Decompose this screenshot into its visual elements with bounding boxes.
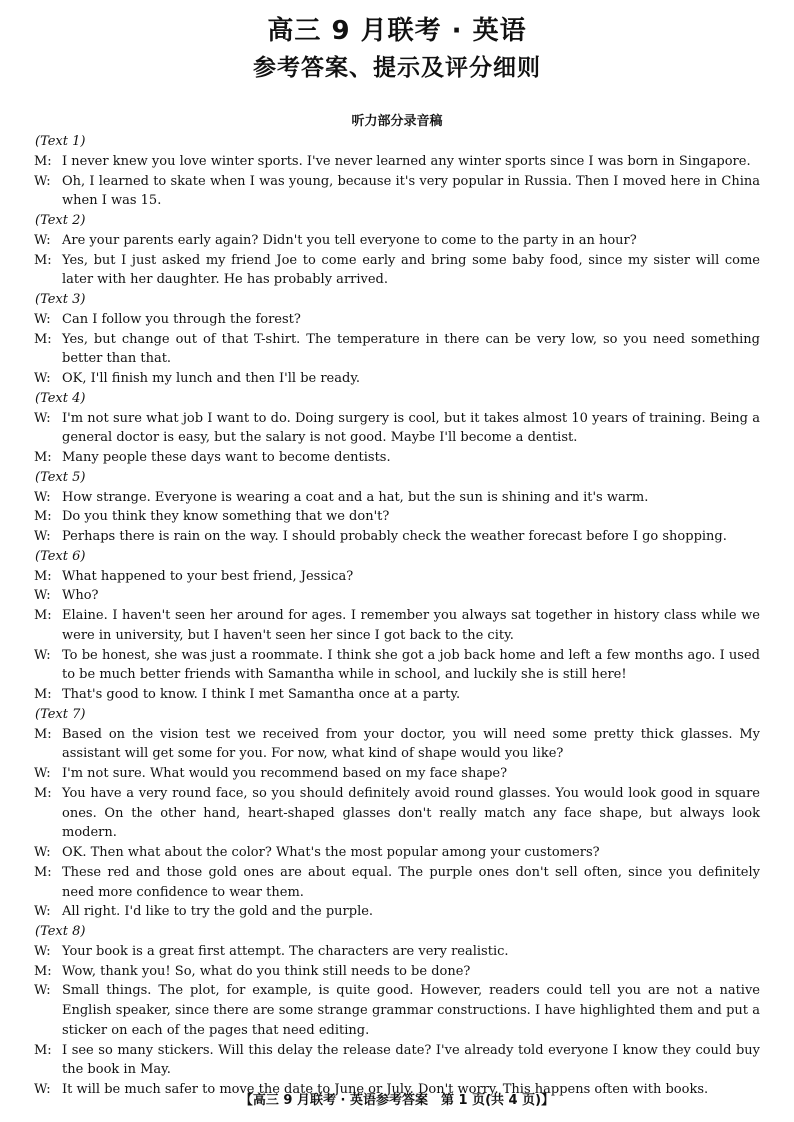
speaker-label: M:	[34, 568, 52, 584]
dialogue-line	[34, 172, 760, 212]
speech-text: What happened to your best friend, Jessica?	[62, 568, 354, 584]
text-section-heading: (Text 4)	[35, 390, 86, 406]
speaker-label: W:	[34, 529, 51, 544]
dialogue-line	[34, 902, 760, 922]
speech-text: These red and those gold ones are about equal. The purple ones don't sell often, since you definitely need more confidence to wear them.	[62, 864, 760, 900]
dialogue-line	[34, 863, 760, 903]
speech-text: You have a very round face, so you should definitely avoid round glasses. You would look good in square ones. On the other hand, heart-shaped glasses don't really match any face shape, but always look modern.	[62, 785, 760, 841]
speaker-label: W:	[34, 983, 51, 999]
speaker-label: W:	[34, 766, 51, 781]
speech-text: To be honest, she was just a roommate. I think she got a job back home and left a few months ago. I used to be much better friends with Samantha while in school, and luckily she is still here!	[62, 647, 760, 683]
speaker-label: W:	[34, 311, 51, 327]
speaker-label: W:	[34, 173, 51, 189]
speech-text: All right. I'd like to try the gold and the purple.	[62, 904, 374, 920]
dialogue-line	[34, 1041, 760, 1081]
speaker-label: M:	[34, 687, 52, 702]
text-section-heading: (Text 2)	[35, 213, 86, 228]
speech-text: How strange. Everyone is wearing a coat and a hat, but the sun is shining and it's warm.	[62, 489, 649, 505]
speaker-label: W:	[34, 489, 51, 505]
dialogue-line	[34, 843, 760, 863]
dialogue-line	[34, 488, 760, 508]
speaker-label: M:	[34, 864, 52, 880]
dialogue-line	[34, 330, 760, 370]
speech-text: I never knew you love winter sports. I've never learned any winter sports since I was born in Singapore.	[62, 153, 751, 169]
speech-text: That's good to know. I think I met Samantha once at a party.	[62, 687, 461, 702]
speaker-label: W:	[34, 845, 51, 860]
dialogue-line	[34, 527, 760, 547]
speech-text: Your book is a great first attempt. The characters are very realistic.	[62, 943, 509, 959]
section-heading: 听力部分录音稿	[351, 114, 443, 129]
speaker-label: M:	[34, 963, 52, 979]
speech-text: Yes, but change out of that T-shirt. The temperature in there can be very low, so you need something better than that.	[62, 331, 760, 367]
text-section-heading: (Text 6)	[35, 548, 86, 564]
speech-text: I'm not sure what job I want to do. Doing surgery is cool, but it takes almost 10 years of training. Being a general doctor is easy, but the salary is not good. Maybe I'll become a dentist.	[62, 410, 760, 446]
dialogue-line	[34, 409, 760, 449]
dialogue-line	[34, 606, 760, 646]
speaker-label: W:	[34, 943, 51, 959]
dialogue-line	[34, 448, 760, 468]
speech-text: I'm not sure. What would you recommend based on my face shape?	[62, 766, 508, 781]
text-section-heading: (Text 5)	[35, 469, 86, 485]
dialogue-line	[34, 251, 760, 291]
speech-text: Who?	[62, 588, 99, 604]
speech-text: Can I follow you through the forest?	[62, 311, 301, 327]
speaker-label: M:	[34, 785, 52, 801]
speech-text: It will be much safer to move the date to June or July. Don't worry. This happens often with books.	[62, 1082, 709, 1097]
dialogue-line	[34, 725, 760, 765]
speech-text: OK, I'll finish my lunch and then I'll be ready.	[62, 371, 361, 386]
speaker-label: W:	[34, 410, 51, 426]
dialogue-line	[34, 152, 760, 172]
page-subtitle: 参考答案、提示及评分细则	[253, 55, 541, 81]
speech-text: Small things. The plot, for example, is quite good. However, readers could tell you are not a native English speaker, since there are some strange grammar constructions. I have highlighted them and put a sticker on each of the pages that need editing.	[62, 983, 760, 1038]
text-section-heading: (Text 7)	[35, 706, 86, 722]
speaker-label: M:	[34, 331, 52, 347]
dialogue-line	[34, 231, 760, 251]
text-section-heading: (Text 3)	[35, 292, 86, 307]
dialogue-line	[34, 646, 760, 686]
speaker-label: M:	[34, 608, 52, 623]
dialogue-line	[34, 784, 760, 843]
speech-text: Are your parents early again? Didn't you tell everyone to come to the party in an hour?	[62, 232, 637, 248]
dialogue-line	[34, 685, 760, 705]
speech-text: OK. Then what about the color? What's the most popular among your customers?	[62, 845, 600, 860]
text-section-heading: (Text 8)	[35, 924, 86, 939]
speaker-label: W:	[34, 371, 51, 386]
speaker-label: M:	[34, 1042, 52, 1058]
listening-transcript	[34, 132, 760, 1100]
speaker-label: M:	[34, 153, 52, 169]
dialogue-line	[34, 567, 760, 587]
speaker-label: M:	[34, 450, 52, 465]
page-footer: 【高三 9 月联考 · 英语参考答案 第 1 页(共 4 页)】	[239, 1093, 555, 1108]
speech-text: Perhaps there is rain on the way. I should probably check the weather forecast before I go shopping.	[62, 529, 727, 544]
speaker-label: M:	[34, 509, 52, 525]
speech-text: Wow, thank you! So, what do you think still needs to be done?	[62, 963, 471, 979]
dialogue-line	[34, 962, 760, 982]
speaker-label: M:	[34, 252, 52, 268]
page-title: 高三 9 月联考 · 英语	[267, 16, 527, 46]
speech-text: Many people these days want to become dentists.	[62, 450, 391, 465]
speech-text: Elaine. I haven't seen her around for ages. I remember you always sat together in history class while we were in university, but I haven't seen her since I got back to the city.	[62, 608, 760, 643]
speech-text: Oh, I learned to skate when I was young, because it's very popular in Russia. Then I moved here in China when I was 15.	[62, 173, 760, 209]
speech-text: Yes, but I just asked my friend Joe to come early and bring some baby food, since my sister will come later with her daughter. He has probably arrived.	[62, 252, 760, 288]
speaker-label: M:	[34, 726, 52, 742]
speech-text: I see so many stickers. Will this delay the release date? I've already told everyone I know they could buy the book in May.	[62, 1042, 760, 1078]
dialogue-line	[34, 942, 760, 962]
dialogue-line	[34, 310, 760, 330]
speaker-label: W:	[34, 647, 51, 663]
speaker-label: W:	[34, 904, 51, 920]
dialogue-line	[34, 981, 760, 1040]
speaker-label: W:	[34, 588, 51, 604]
text-section-heading: (Text 1)	[35, 134, 86, 149]
dialogue-line	[34, 507, 760, 527]
speech-text: Based on the vision test we received from your doctor, you will need some pretty thick glasses. My assistant will get some for you. For now, what kind of shape would you like?	[62, 726, 760, 762]
dialogue-line	[34, 586, 760, 606]
dialogue-line	[34, 764, 760, 784]
dialogue-line	[34, 369, 760, 389]
speaker-label: W:	[34, 1082, 51, 1097]
speaker-label: W:	[34, 232, 51, 248]
speech-text: Do you think they know something that we don't?	[62, 509, 390, 525]
